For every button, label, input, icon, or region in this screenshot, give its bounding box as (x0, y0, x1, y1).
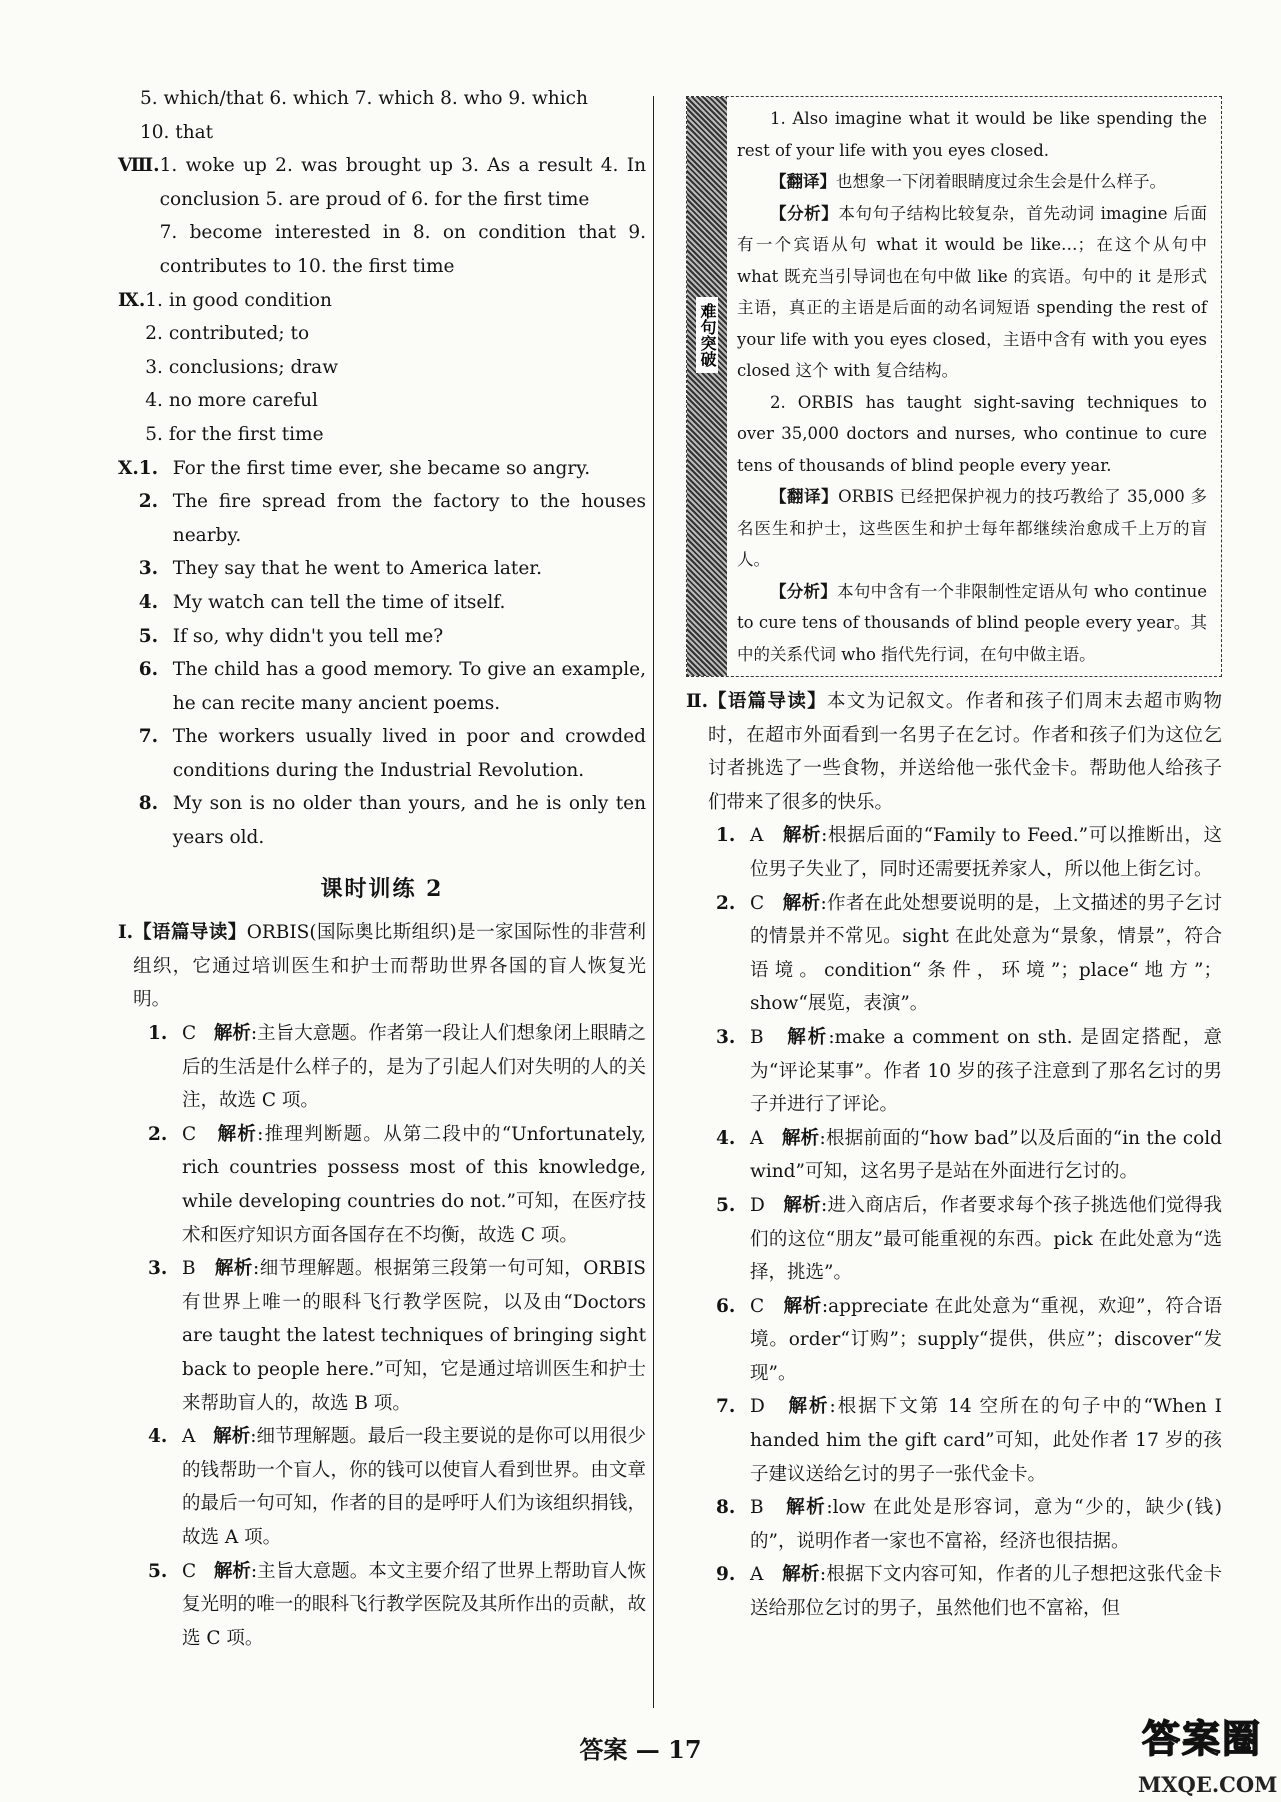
answer-item: 2. The fire spread from the factory to the houses nearby. (138, 491, 646, 546)
answer-item: 1. For the first time ever, she became so angry. (138, 457, 591, 479)
answer-item: 8. B 解析:low 在此处是形容词，意为“少的，缺少(钱)的”，说明作者一家也不富裕，经济也很拮据。 (716, 1497, 1222, 1552)
section-1 (118, 916, 646, 1017)
answer-item: 2. contributed; to (145, 323, 310, 345)
answer-line: 1. woke up 2. was brought up 3. As a result 4. In conclusion 5. are proud of 6. for the first time (159, 155, 646, 210)
translation: 【翻译】也想象一下闭着眼睛度过余生会是什么样子。 (770, 172, 1166, 191)
watermark-text: 答案圈 (1142, 1716, 1263, 1761)
translation: 【翻译】ORBIS 已经把保护视力的技巧教给了 35,000 多名医生和护士，这些医生和护士每年都继续治愈成千上万的盲人。 (737, 487, 1207, 569)
page-number: 答案 — 17 (579, 1735, 702, 1764)
strip-caption: 难句突破 (696, 297, 718, 373)
section-label: Ⅹ. (118, 457, 139, 479)
answer-line: 7. become interested in 8. on condition that 9. contributes to 10. the first time (159, 222, 646, 277)
section-label: Ⅰ. (118, 922, 134, 944)
answer-item: 1. C 解析:主旨大意题。作者第一段让人们想象闭上眼睛之后的生活是什么样子的，是为了引起人们对失明的人的关注，故选 C 项。 (148, 1023, 646, 1112)
answer-line: 10. that (140, 121, 214, 143)
answer-item: 7. The workers usually lived in poor and crowded conditions during the Industrial Revolution. (138, 726, 646, 781)
column-divider (653, 96, 654, 1708)
answer-item: 3. B 解析:make a comment on sth. 是固定搭配，意为“评论某事”。作者 10 岁的孩子注意到了那名乞讨的男子并进行了评论。 (716, 1026, 1222, 1116)
hatched-strip (687, 97, 727, 676)
answer-line: 5. which/that 6. which 7. which 8. who 9. which (140, 88, 588, 109)
analysis: 【分析】本句句子结构比较复杂，首先动词 imagine 后面有一个宾语从句 what it would be like…；在这个从句中 what 既充当引导词也在句中做 like 的宾语。句中的 it 是形式主语，真正的主语是后面的动名词短语 spending the rest of your life with you eyes closed，主语中含有 with you eyes closed 这个 with 复合结构。 (737, 203, 1208, 380)
answer-item: 5. If so, why didn't you tell me? (138, 625, 444, 647)
section-2 (686, 685, 1222, 819)
right-column (686, 96, 1222, 1626)
watermark-url: MXQE.COM (1138, 1772, 1278, 1797)
answer-item: 8. My son is no older than yours, and he is only ten years old. (138, 793, 646, 849)
left-column (118, 82, 646, 1655)
answer-item: 5. C 解析:主旨大意题。本文主要介绍了世界上帮助盲人恢复光明的唯一的眼科飞行教学医院及其所作出的贡献，故选 C 项。 (148, 1560, 646, 1649)
reading-guide: 【语篇导读】ORBIS(国际奥比斯组织)是一家国际性的非营利组织，它通过培训医生和护士而帮助世界各国的盲人恢复光明。 (133, 922, 646, 1011)
answer-item: 3. B 解析:细节理解题。根据第三段第一句可知，ORBIS 有世界上唯一的眼科飞行教学医院，以及由“Doctors are taught the latest techniques of bringing sight back to people here.”可知，它是通过培训医生和护士来帮助盲人的，故选 B 项。 (148, 1258, 646, 1414)
answer-item: 6. The child has a good memory. To give an example, he can recite many ancient poems. (138, 659, 646, 714)
answer-item: 6. C 解析:appreciate 在此处意为“重视，欢迎”，符合语境。order“订购”；supply“提供，供应”；discover“发现”。 (716, 1295, 1222, 1384)
answer-item: 4. My watch can tell the time of itself. (138, 591, 506, 613)
answer-item: 9. A 解析:根据下文内容可知，作者的儿子想把这张代金卡送给那位乞讨的男子，虽然他们也不富裕，但 (716, 1564, 1222, 1620)
section-9 (118, 284, 646, 452)
answer-item: 5. D 解析:进入商店后，作者要求每个孩子挑选他们觉得我们的这位“朋友”最可能重视的东西。pick 在此处意为“选择，挑选”。 (716, 1194, 1222, 1284)
sentence: 1. Also imagine what it would be like spending the rest of your life with you eyes closed. (737, 109, 1207, 160)
answer-item: 4. A 解析:细节理解题。最后一段主要说的是你可以用很少的钱帮助一个盲人，你的钱可以使盲人看到世界。由文章的最后一句可知，作者的目的是呼吁人们为该组织捐钱，故选 A 项。 (148, 1426, 646, 1548)
answer-item: 4. A 解析:根据前面的“how bad”以及后面的“in the cold wind”可知，这名男子是站在外面进行乞讨的。 (716, 1127, 1222, 1183)
answer-item: 3. conclusions; draw (145, 356, 339, 378)
section-label: Ⅱ. (686, 691, 709, 712)
section-label: Ⅸ. (118, 289, 146, 311)
difficult-sentence-box (686, 96, 1222, 677)
answer-item: 1. in good condition (145, 289, 332, 311)
answer-item: 5. for the first time (145, 423, 324, 445)
section-8 (118, 149, 646, 283)
answer-item: 1. A 解析:根据后面的“Family to Feed.”可以推断出，这位男子失业了，同时还需要抚养家人，所以他上街乞讨。 (716, 825, 1222, 880)
section-10 (118, 452, 646, 855)
answer-item: 3. They say that he went to America later. (138, 558, 542, 580)
answer-item: 7. D 解析:根据下文第 14 空所在的句子中的“When I handed him the gift card”可知，此处作者 17 岁的孩子建议送给乞讨的男子一张代金卡。 (716, 1396, 1222, 1485)
sentence: 2. ORBIS has taught sight-saving techniques to over 35,000 doctors and nurses, who continue to cure tens of thousands of blind people every year. (737, 392, 1207, 475)
answer-item: 4. no more careful (145, 390, 318, 412)
answer-item: 2. C 解析:推理判断题。从第二段中的“Unfortunately, rich countries possess most of this knowledge, while developing countries do not.”可知，在医疗技术和医疗知识方面各国存在不均衡，故选 C 项。 (148, 1123, 646, 1246)
lesson-title: 课时训练 2 (320, 875, 444, 902)
analysis: 【分析】本句中含有一个非限制性定语从句 who continue to cure tens of thousands of blind people every year。其中的关系代词 who 指代先行词，在句中做主语。 (737, 581, 1208, 664)
reading-guide: 【语篇导读】本文为记叙文。作者和孩子们周末去超市购物时，在超市外面看到一名男子在乞讨。作者和孩子们为这位乞讨者挑选了一些食物，并送给他一张代金卡。帮助他人给孩子们带来了很多的快乐。 (708, 691, 1222, 813)
watermark-logo (1130, 1716, 1278, 1797)
section-label: Ⅷ. (118, 155, 160, 177)
answer-item: 2. C 解析:作者在此处想要说明的是，上文描述的男子乞讨的情景并不常见。sight 在此处意为“景象，情景”，符合语境。condition“条件，环境”；place“地方”；show“展览，表演”。 (716, 892, 1222, 1015)
